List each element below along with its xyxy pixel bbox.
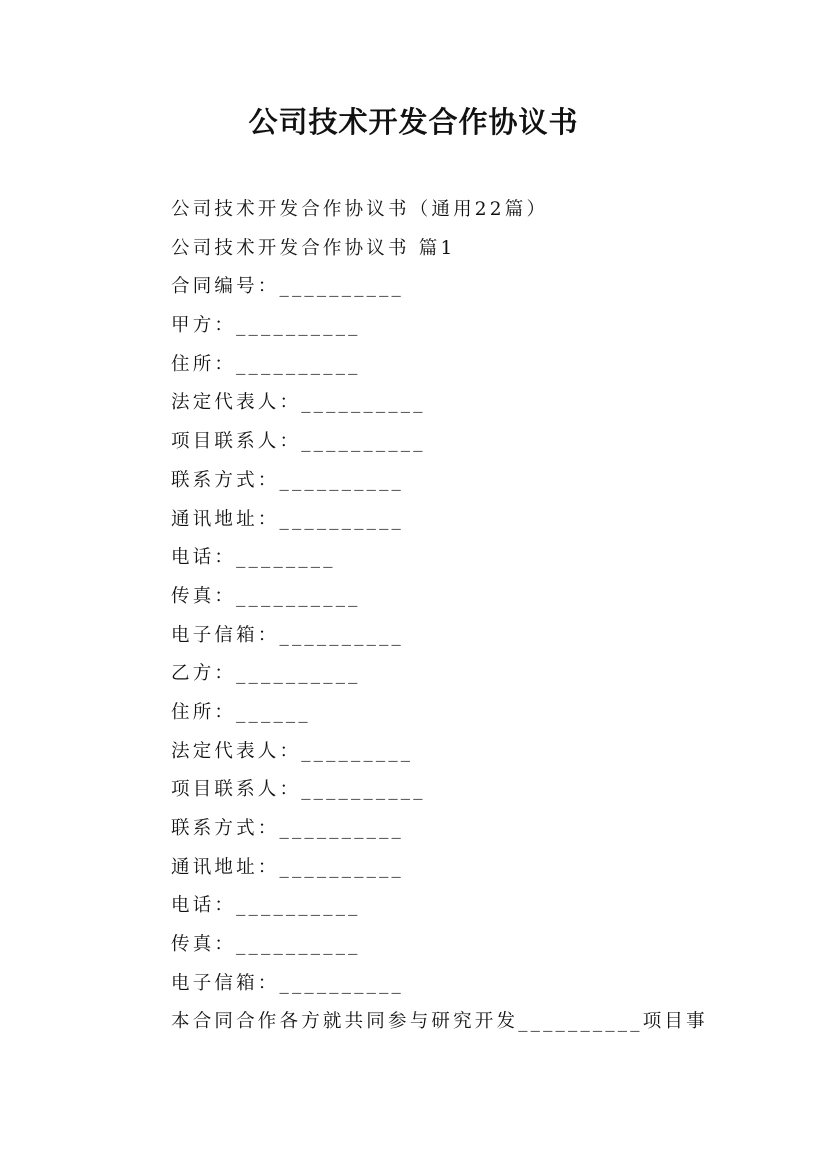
party-a-line: 甲方：__________: [171, 315, 361, 337]
document-title: 公司技术开发合作协议书: [248, 105, 579, 139]
party-b-phone-line: 电话：__________: [171, 895, 361, 917]
collection-heading: 公司技术开发合作协议书（通用22篇）: [171, 199, 549, 220]
party-a-legal-rep-line: 法定代表人：__________: [171, 392, 426, 414]
party-b-fax-line: 传真：__________: [171, 934, 361, 956]
party-b-line: 乙方：__________: [171, 663, 361, 685]
contract-number-line: 合同编号：__________: [171, 276, 405, 298]
party-b-legal-rep-line: 法定代表人：_________: [171, 740, 414, 762]
party-b-mailing-address-line: 通讯地址：__________: [171, 856, 405, 878]
party-a-mailing-address-line: 通讯地址：__________: [171, 508, 405, 530]
party-a-fax-line: 传真：__________: [171, 585, 361, 607]
section-heading: 公司技术开发合作协议书 篇1: [171, 237, 456, 259]
agreement-paragraph-line: 本合同合作各方就共同参与研究开发__________项目事: [171, 1011, 708, 1033]
party-a-address-line: 住所：__________: [171, 353, 361, 375]
party-b-contact-method-line: 联系方式：__________: [171, 818, 405, 839]
party-a-contact-method-line: 联系方式：__________: [171, 469, 405, 491]
party-a-project-contact-line: 项目联系人：__________: [171, 431, 426, 453]
party-b-email-line: 电子信箱：__________: [171, 972, 405, 994]
party-a-email-line: 电子信箱：__________: [171, 624, 405, 646]
party-a-phone-line: 电话：________: [171, 547, 336, 569]
party-b-project-contact-line: 项目联系人：__________: [171, 779, 426, 801]
document-body: [171, 195, 731, 1046]
party-b-address-line: 住所：______: [171, 701, 311, 723]
